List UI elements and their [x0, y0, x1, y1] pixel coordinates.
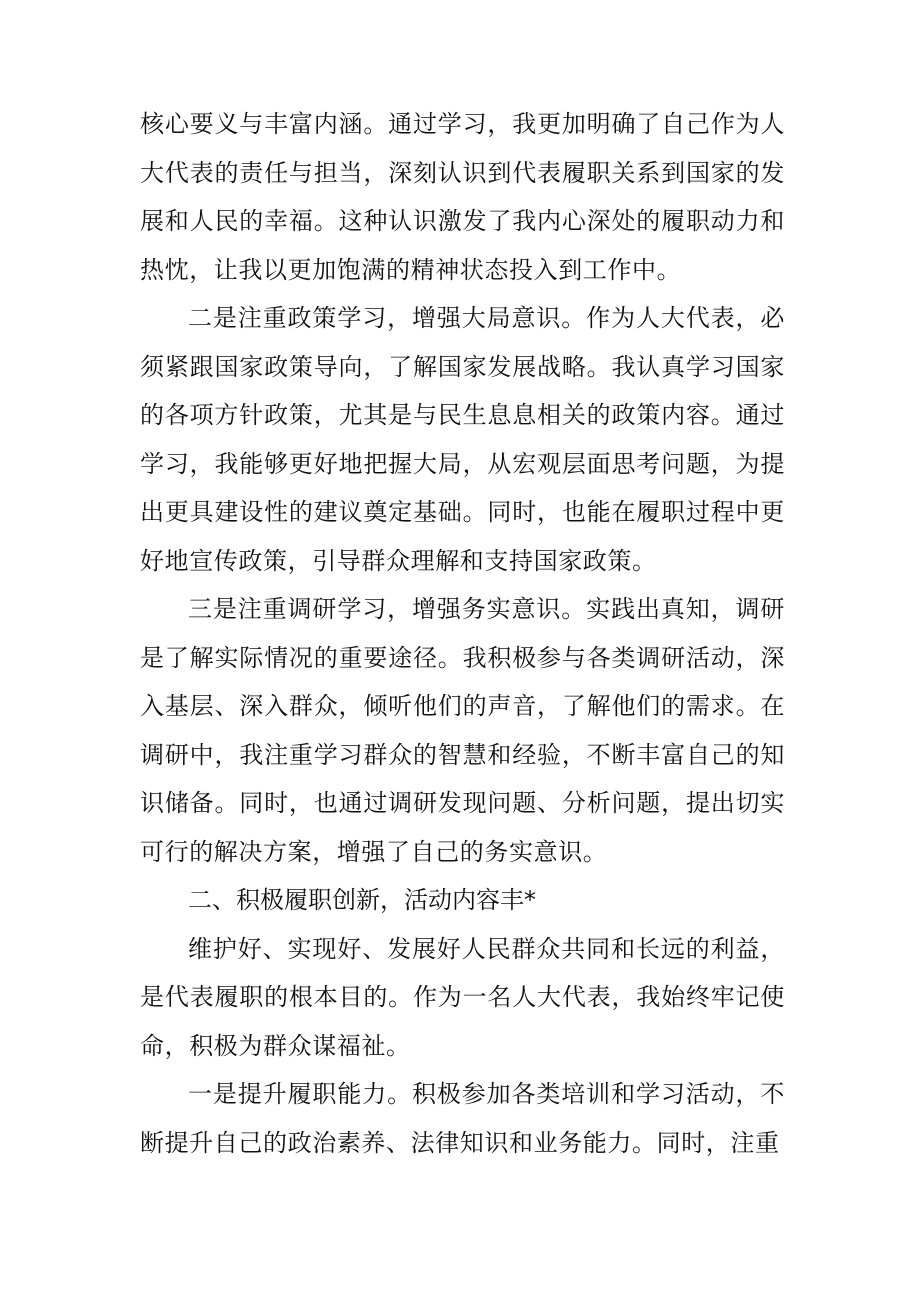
- section-heading: 二、积极履职创新，活动内容丰*: [188, 886, 536, 914]
- paragraph-capability: 一是提升履职能力。积极参加各类培训和学习活动，不断提升自己的政治素养、法律知识和业务能力。同时，注重: [140, 1080, 785, 1157]
- paragraph-core-meaning: 核心要义与丰富内涵。通过学习，我更加明确了自己作为人大代表的责任与担当，深刻认识到代表履职关系到国家的发展和人民的幸福。这种认识激发了我内心深处的履职动力和热忱，让我以更加饱满的精神状态投入到工作中。: [140, 110, 785, 284]
- paragraph-people-interests: 维护好、实现好、发展好人民群众共同和长远的利益，是代表履职的根本目的。作为一名人大代表，我始终牢记使命，积极为群众谋福祉。: [140, 934, 785, 1060]
- paragraph-research-study: 三是注重调研学习，增强务实意识。实践出真知，调研是了解实际情况的重要途径。我积极参与各类调研活动，深入基层、深入群众，倾听他们的声音，了解他们的需求。在调研中，我注重学习群众的智慧和经验，不断丰富自己的知识储备。同时，也通过调研发现问题、分析问题，提出切实可行的解决方案，增强了自己的务实意识。: [140, 595, 785, 866]
- document-body: [140, 100, 785, 1167]
- paragraph-policy-study: 二是注重政策学习，增强大局意识。作为人大代表，必须紧跟国家政策导向，了解国家发展战略。我认真学习国家的各项方针政策，尤其是与民生息息相关的政策内容。通过学习，我能够更好地把握大局，从宏观层面思考问题，为提出更具建设性的建议奠定基础。同时，也能在履职过程中更好地宣传政策，引导群众理解和支持国家政策。: [140, 304, 785, 575]
